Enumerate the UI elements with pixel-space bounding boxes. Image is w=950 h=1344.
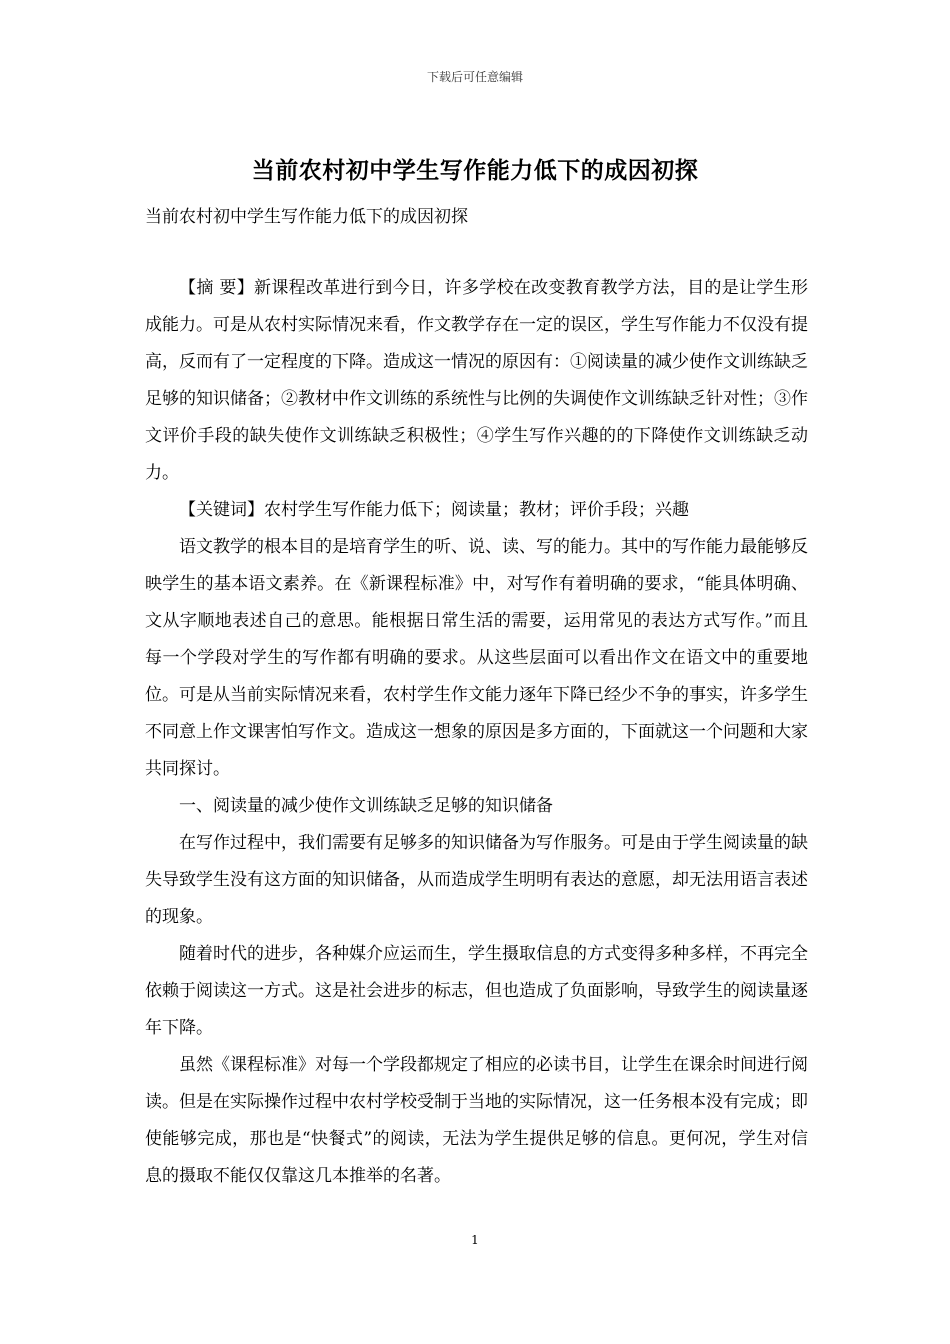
section-heading-1: 一、阅读量的减少使作文训练缺乏足够的知识储备	[179, 796, 553, 816]
intro-paragraph: 语文教学的根本目的是培育学生的听、说、读、写的能力。其中的写作能力最能够反映学生的基本语文素养。在《新课程标准》中，对写作有着明确的要求，“能具体明确、文从字顺地表述自己的意思。能根据日常生活的需要，运用常见的表达方式写作。”而且每一个学段对学生的写作都有明确的要求。从这些层面可以看出作文在语文中的重要地位。可是从当前实际情况来看，农村学生作文能力逐年下降已经少不争的事实，许多学生不同意上作文课害怕写作文。造成这一想象的原因是多方面的，下面就这一个问题和大家共同探讨。	[145, 537, 808, 779]
document-subtitle: 当前农村初中学生写作能力低下的成因初探	[145, 207, 468, 227]
page-number: 1	[471, 1233, 479, 1247]
body-paragraph: 在写作过程中，我们需要有足够多的知识储备为写作服务。可是由于学生阅读量的缺失导致学生没有这方面的知识储备，从而造成学生明明有表达的意愿，却无法用语言表述的现象。	[145, 833, 808, 927]
document-body	[145, 270, 808, 1195]
abstract-paragraph: 【摘 要】新课程改革进行到今日，许多学校在改变教育教学方法，目的是让学生形成能力。可是从农村实际情况来看，作文教学存在一定的误区，学生写作能力不仅没有提高，反而有了一定程度的下降。造成这一情况的原因有：①阅读量的减少使作文训练缺乏足够的知识储备；②教材中作文训练的系统性与比例的失调使作文训练缺乏针对性；③作文评价手段的缺失使作文训练缺乏积极性；④学生写作兴趣的的下降使作文训练缺乏动力。	[145, 278, 808, 483]
document-title: 当前农村初中学生写作能力低下的成因初探	[251, 157, 699, 184]
body-paragraph: 虽然《课程标准》对每一个学段都规定了相应的必读书目，让学生在课余时间进行阅读。但是在实际操作过程中农村学校受制于当地的实际情况，这一任务根本没有完成；即使能够完成，那也是“快餐式”的阅读，无法为学生提供足够的信息。更何况，学生对信息的摄取不能仅仅靠这几本推举的名著。	[145, 1055, 808, 1186]
keywords-paragraph: 【关键词】农村学生写作能力低下；阅读量；教材；评价手段；兴趣	[179, 500, 689, 520]
body-paragraph: 随着时代的进步，各种媒介应运而生，学生摄取信息的方式变得多种多样，不再完全依赖于阅读这一方式。这是社会进步的标志，但也造成了负面影响，导致学生的阅读量逐年下降。	[145, 944, 808, 1038]
header-note: 下载后可任意编辑	[426, 70, 523, 84]
